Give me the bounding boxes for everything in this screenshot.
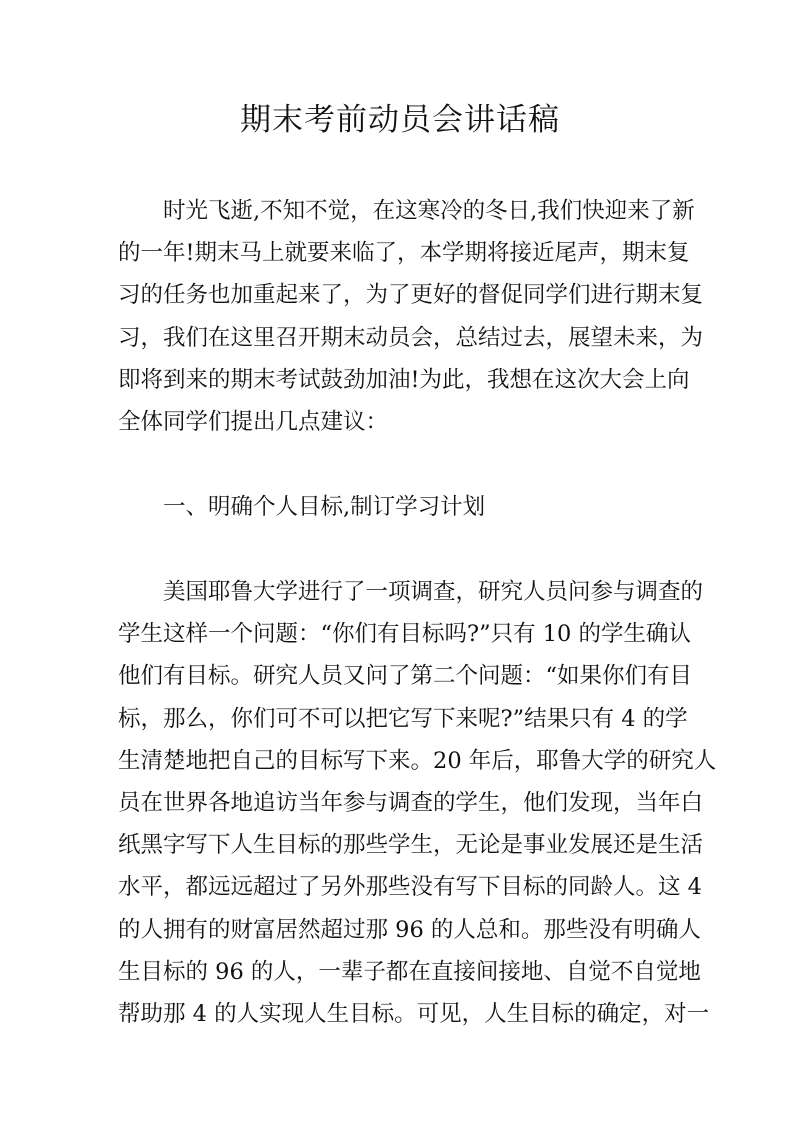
paragraph-line: 的一年!期末马上就要来临了，本学期将接近尾声，期末复 — [118, 240, 690, 267]
paragraph-line: 生清楚地把自己的目标写下来。20 年后，耶鲁大学的研究人 — [118, 747, 717, 774]
paragraph-line: 美国耶鲁大学进行了一项调查，研究人员问参与调查的 — [163, 579, 704, 605]
paragraph-line: 他们有目标。研究人员又问了第二个问题：“如果你们有目 — [118, 663, 693, 690]
paragraph-line: 纸黑字写下人生目标的那些学生，无论是事业发展还是生活 — [118, 832, 704, 859]
body-paragraph — [118, 571, 717, 1035]
section-heading-text: 一、明确个人目标,制订学习计划 — [163, 494, 486, 520]
paragraph-line: 员在世界各地追访当年参与调查的学生，他们发现，当年白 — [118, 790, 704, 817]
paragraph-line: 习的任务也加重起来了，为了更好的督促同学们进行期末复 — [118, 282, 704, 309]
paragraph-line: 时光飞逝,不知不觉，在这寒冷的冬日,我们快迎来了新 — [163, 198, 695, 224]
paragraph-line: 全体同学们提出几点建议： — [118, 409, 389, 436]
intro-paragraph — [118, 190, 704, 443]
paragraph-line: 习，我们在这里召开期末动员会，总结过去，展望未来，为 — [118, 324, 704, 351]
paragraph-line: 学生这样一个问题：“你们有目标吗?”只有 10 的学生确认 — [118, 621, 692, 648]
paragraph-line: 的人拥有的财富居然超过那 96 的人总和。那些没有明确人 — [118, 916, 701, 943]
document-title: 期末考前动员会讲话稿 — [240, 102, 560, 138]
paragraph-line: 水平，都远远超过了另外那些没有写下目标的同龄人。这 4 — [118, 874, 702, 901]
paragraph-line: 生目标的 96 的人，一辈子都在直接间接地、自觉不自觉地 — [118, 958, 701, 985]
paragraph-line: 帮助那 4 的人实现人生目标。可见，人生目标的确定，对一 — [118, 1001, 710, 1028]
section-heading — [118, 486, 684, 528]
paragraph-line: 标，那么，你们可不可以把它写下来呢?”结果只有 4 的学 — [118, 705, 688, 732]
paragraph-line: 即将到来的期末考试鼓劲加油!为此，我想在这次大会上向 — [118, 366, 690, 393]
